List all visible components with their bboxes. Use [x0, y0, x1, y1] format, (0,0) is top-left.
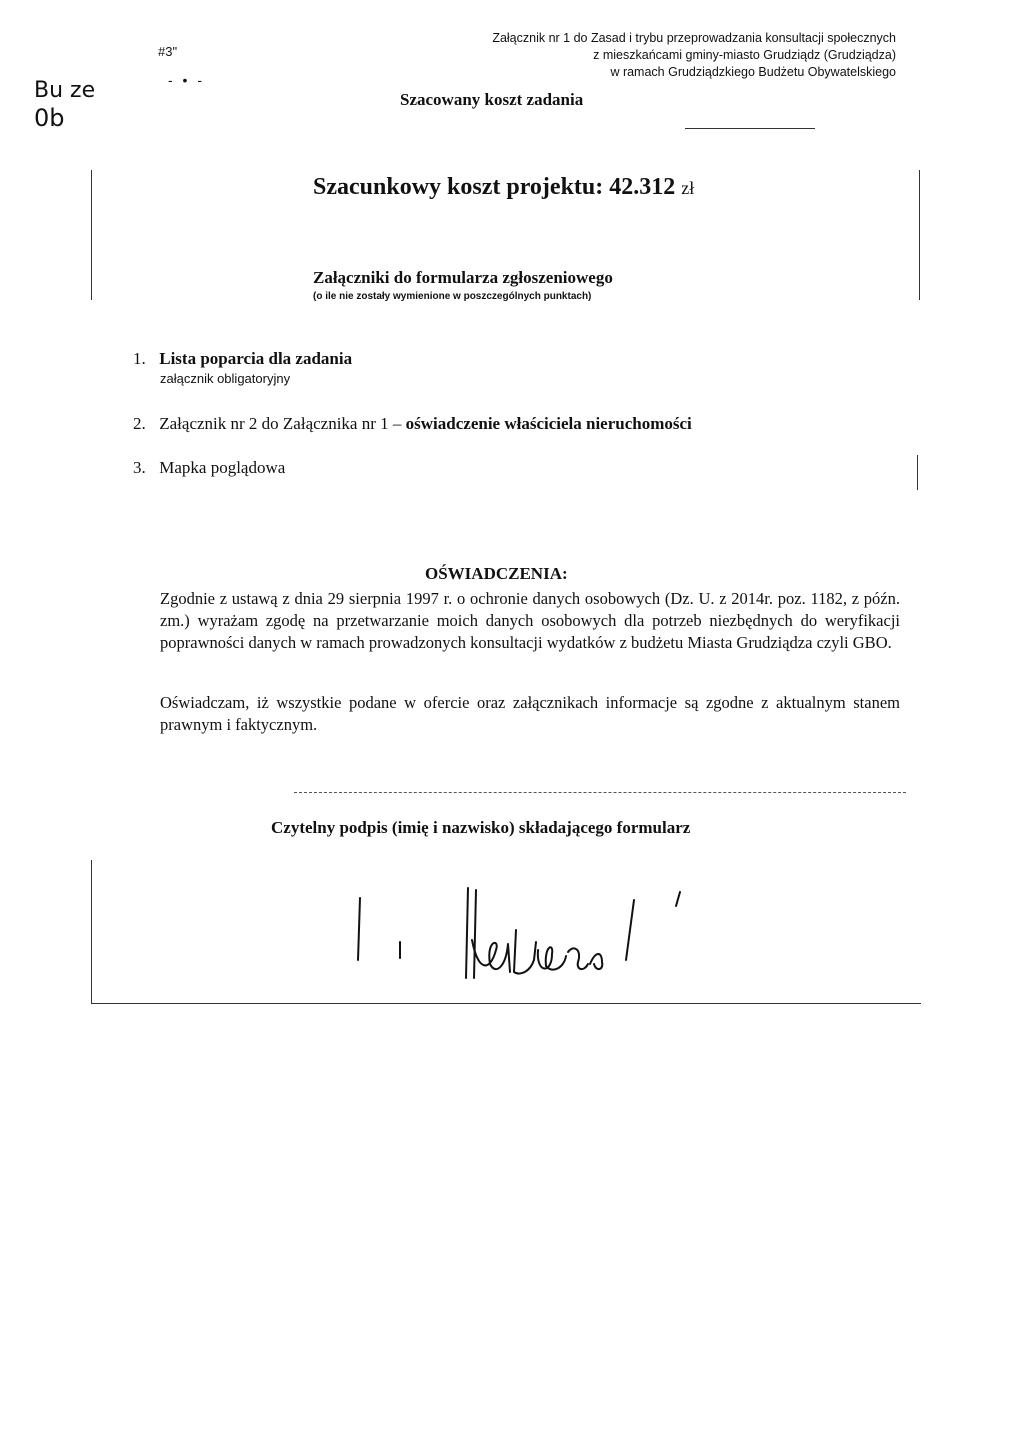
frame-right-top: [919, 170, 920, 300]
handwritten-signature: [340, 880, 700, 990]
attachment-num-1: 1.: [133, 349, 146, 368]
attachment-item-1: [133, 349, 352, 386]
cost-line: [313, 174, 694, 201]
frame-right-mid: [917, 455, 918, 490]
attachment-num-2: 2.: [133, 414, 146, 433]
header-reference: [440, 30, 896, 81]
frame-left-bottom: [91, 860, 92, 1004]
attachment-title-2-bold: oświadczenie właściciela nieruchomości: [405, 414, 692, 433]
attachment-num-3: 3.: [133, 458, 146, 477]
corner-mark: #3": [158, 44, 178, 59]
dot-mark: - • -: [168, 72, 206, 88]
frame-left-top: [91, 170, 92, 300]
handwritten-mark-top: Bu ze: [34, 78, 96, 103]
section-title: Szacowany koszt zadania: [400, 90, 584, 109]
signature-line: [294, 792, 906, 793]
header-rule: [685, 128, 815, 129]
attachments-title: Załączniki do formularza zgłoszeniowego: [313, 268, 613, 287]
attachment-item-2: [133, 414, 692, 434]
frame-bottom: [91, 1003, 921, 1004]
declarations-paragraph-1: Zgodnie z ustawą z dnia 29 sierpnia 1997 r. o ochronie danych osobowych (Dz. U. z 2014r. poz. 1182, z późn. zm.) wyrażam zgodę na przetwarzanie moich danych osobowych dla potrzeb niezbędnych do weryfikacji poprawności danych w ramach prowadzonych konsultacji wydatków z budżetu Miasta Grudziądza czyli GBO.: [160, 589, 900, 652]
cost-unit: zł: [681, 178, 695, 198]
attachment-title-2-plain: Załącznik nr 2 do Załącznika nr 1 –: [159, 414, 402, 433]
attachment-title-1: Lista poparcia dla zadania: [159, 349, 353, 368]
header-ref-line-3: w ramach Grudziądzkiego Budżetu Obywatelskiego: [610, 65, 896, 79]
declarations-paragraph-2: Oświadczam, iż wszystkie podane w ofercie oraz załącznikach informacje są zgodne z aktualnym stanem prawnym i faktycznym.: [160, 693, 900, 734]
attachment-note-1: załącznik obligatoryjny: [160, 371, 291, 386]
attachment-item-3: [133, 458, 285, 478]
cost-label: Szacunkowy koszt projektu:: [313, 174, 604, 200]
header-ref-line-2: z mieszkańcami gminy-miasto Grudziądz (Grudziądza): [593, 48, 896, 62]
cost-value: 42.312: [609, 174, 676, 200]
attachment-title-3: Mapka poglądowa: [159, 458, 286, 477]
declarations-title: OŚWIADCZENIA:: [425, 564, 568, 583]
signature-label: Czytelny podpis (imię i nazwisko) składającego formularz: [271, 818, 691, 837]
attachments-subtitle: (o ile nie zostały wymienione w poszczególnych punktach): [313, 291, 592, 302]
handwritten-mark-bottom: 0b: [34, 104, 65, 132]
header-ref-line-1: Załącznik nr 1 do Zasad i trybu przeprowadzania konsultacji społecznych: [492, 31, 896, 45]
